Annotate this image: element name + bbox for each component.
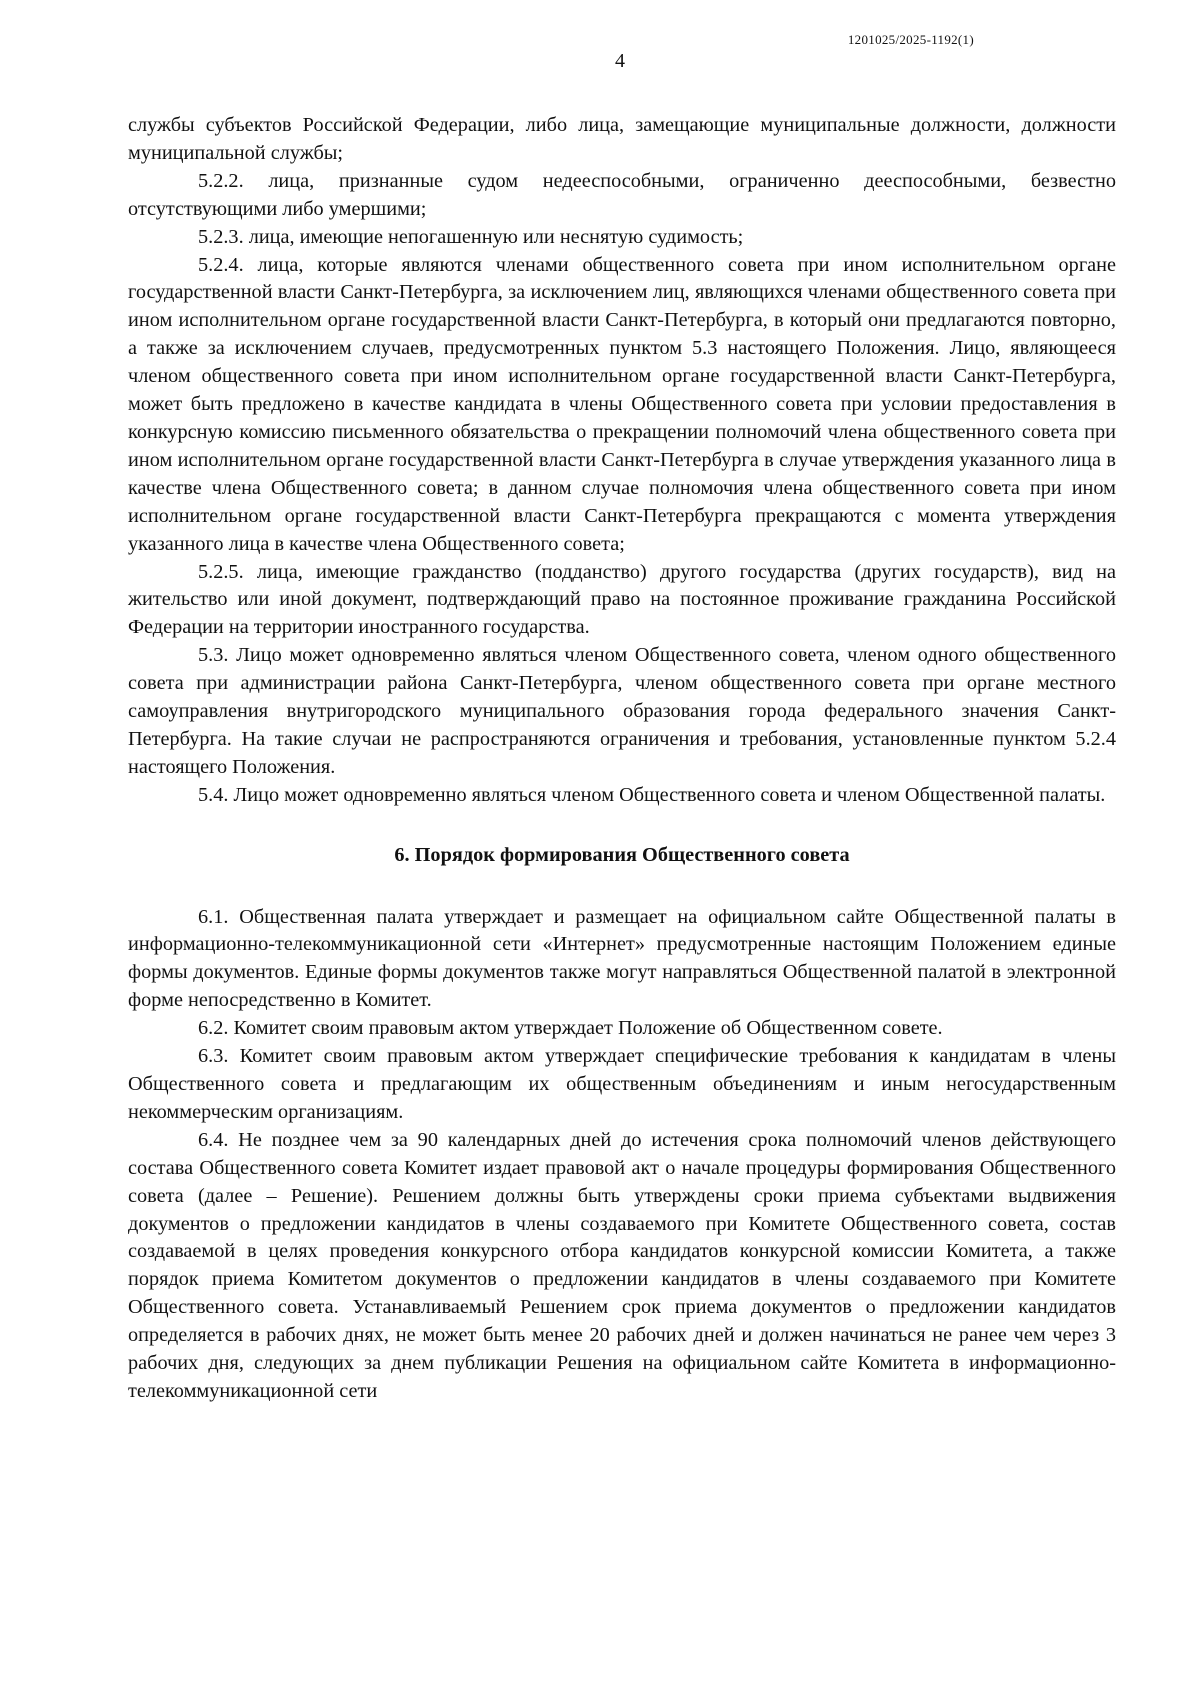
document-body — [128, 112, 1116, 1406]
paragraph: службы субъектов Российской Федерации, либо лица, замещающие муниципальные должности, должности муниципальной службы; — [128, 114, 1116, 164]
paragraph: 6.3. Комитет своим правовым актом утверждает специфические требования к кандидатам в члены Общественного совета и предлагающим их общественным объединениям и иным негосударственным некоммерческим организациям. — [128, 1045, 1116, 1123]
paragraph: 6.1. Общественная палата утверждает и размещает на официальном сайте Общественной палаты в информационно-телекоммуникационной сети «Интернет» предусмотренные настоящим Положением единые формы документов. Единые формы документов также могут направляться Общественной палатой в электронной форме непосредственно в Комитет. — [128, 905, 1116, 1012]
document-id: 1201025/2025-1192(1) — [847, 32, 974, 47]
paragraph: 6.2. Комитет своим правовым актом утверждает Положение об Общественном совете. — [198, 1017, 943, 1040]
paragraph: 5.2.5. лица, имеющие гражданство (подданство) другого государства (других государств), вид на жительство или иной документ, подтверждающий право на постоянное проживание гражданина Российской Федерации на территории иностранного государства. — [128, 560, 1116, 639]
paragraph: 6.4. Не позднее чем за 90 календарных дней до истечения срока полномочий членов действующего состава Общественного совета Комитет издает правовой акт о начале процедуры формирования Общественного совета (далее – Решение). Решением должны быть утверждены сроки приема субъектами выдвижения документов о предложении кандидатов в члены создаваемого при Комитете Общественного совета, состав создаваемой в целях проведения конкурсного отбора кандидатов конкурсной комиссии Комитета, а также порядок приема Комитетом документов о предложении кандидатов в члены создаваемого при Комитете Общественного совета. Устанавливаемый Решением срок приема документов о предложении кандидатов определяется в рабочих днях, не может быть менее 20 рабочих дней и должен начинаться не ранее чем через 3 рабочих дня, следующих за днем публикации Решения на официальном сайте Комитета в информационно-телекоммуникационной сети — [128, 1128, 1116, 1402]
page-number: 4 — [615, 50, 625, 72]
paragraph: 5.2.3. лица, имеющие непогашенную или неснятую судимость; — [198, 225, 744, 248]
section-heading: 6. Порядок формирования Общественного совета — [394, 843, 850, 866]
paragraph: 5.4. Лицо может одновременно являться членом Общественного совета и членом Общественной палаты. — [198, 783, 1106, 806]
paragraph: 5.3. Лицо может одновременно являться членом Общественного совета, членом одного общественного совета при администрации района Санкт-Петербурга, членом общественного совета при органе местного самоуправления внутригородского муниципального образования города федерального значения Санкт-Петербурга. На такие случаи не распространяются ограничения и требования, установленные пунктом 5.2.4 настоящего Положения. — [128, 644, 1116, 778]
paragraph: 5.2.4. лица, которые являются членами общественного совета при ином исполнительном органе государственной власти Санкт-Петербурга, за исключением лиц, являющихся членами общественного совета при ином исполнительном органе государственной власти Санкт-Петербурга, в который они предлагаются повторно, а также за исключением случаев, предусмотренных пунктом 5.3 настоящего Положения. Лицо, являющееся членом общественного совета при ином исполнительном органе государственной власти Санкт-Петербурга, может быть предложено в качестве кандидата в члены Общественного совета при условии предоставления в конкурсную комиссию письменного обязательства о прекращении полномочий члена общественного совета при ином исполнительном органе государственной власти Санкт-Петербурга в случае утверждения указанного лица в качестве члена Общественного совета; в данном случае полномочия члена общественного совета при ином исполнительном органе государственной власти Санкт-Петербурга прекращаются с момента утверждения указанного лица в качестве члена Общественного совета; — [128, 253, 1116, 555]
paragraph: 5.2.2. лица, признанные судом недееспособными, ограниченно дееспособными, безвестно отсутствующими либо умершими; — [128, 169, 1116, 220]
